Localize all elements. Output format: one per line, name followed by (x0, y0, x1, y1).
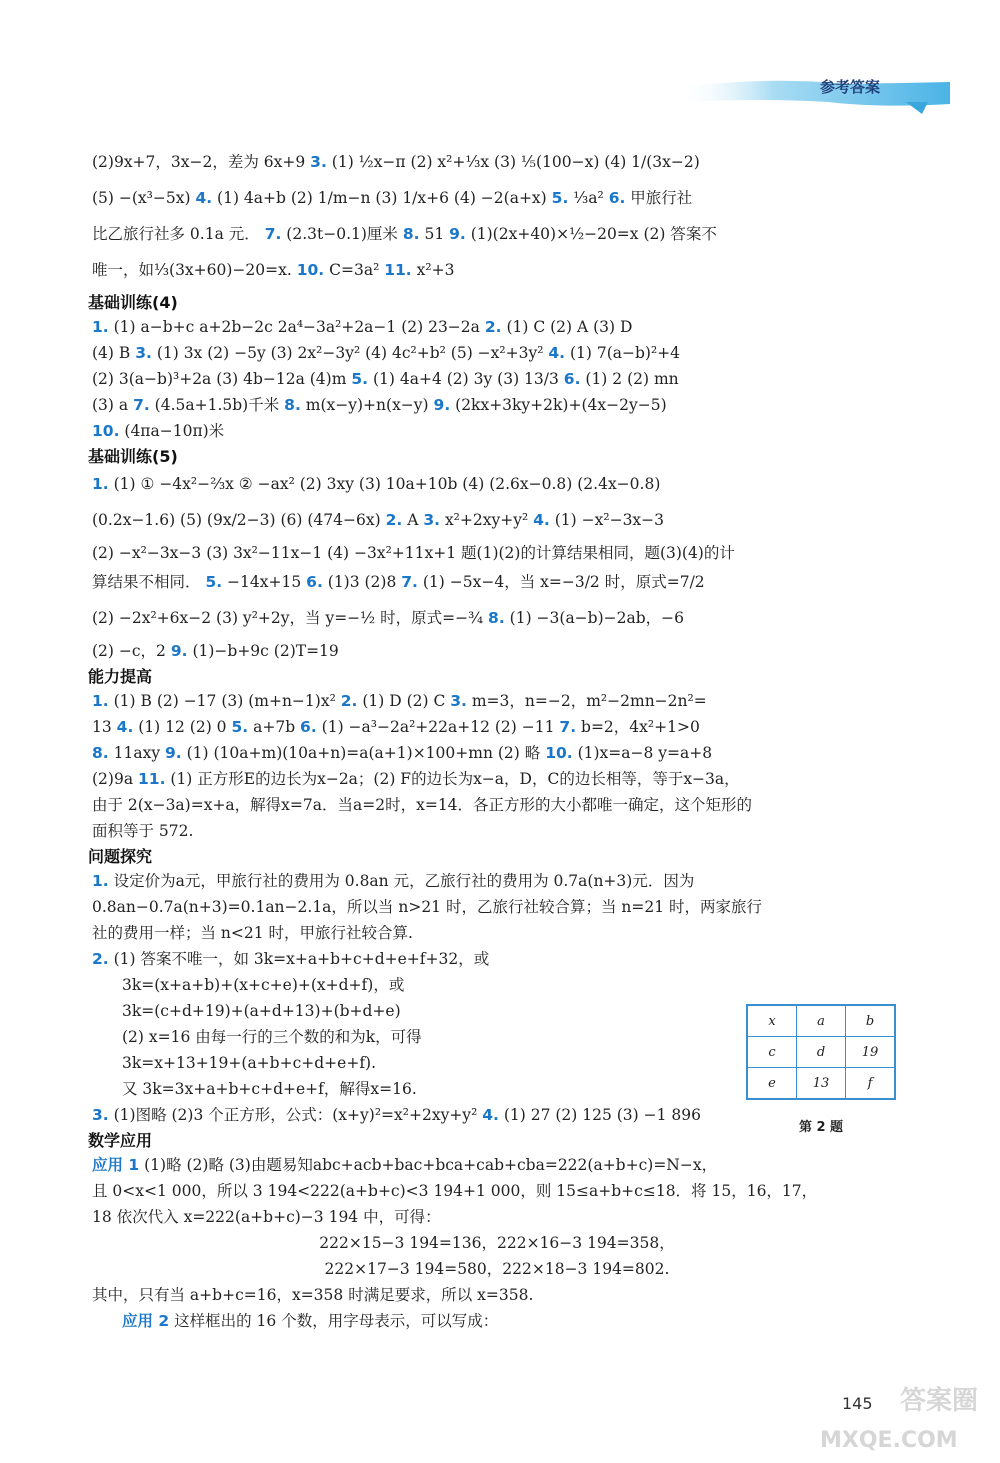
section-heading: 能力提高 (88, 667, 153, 686)
question-number: 6. (306, 573, 323, 591)
header-title: 参考答案 (820, 78, 881, 96)
question-number: 5. (551, 189, 569, 207)
question-number: 10. (545, 744, 573, 762)
question-number: 7. (133, 396, 150, 414)
question-number: 9. (433, 396, 451, 414)
answer-line: (2) −c，2 9. (1)−b+9c (2)T=19 (92, 642, 339, 660)
answer-line: (2) x=16 由每一行的三个数的和为k，可得 (122, 1028, 422, 1046)
question-number: 2. (385, 511, 403, 529)
question-number: 4. (482, 1106, 499, 1124)
answer-line: 面积等于 572. (92, 822, 194, 840)
answer-line: (2)9x+7，3x−2，差为 6x+9 3. (1) ½x−π (2) x²+⅓x (3) ⅕(100−x) (4) 1/(3x−2) (92, 153, 700, 171)
question-number: 4. (195, 189, 213, 207)
question-number: 8. (402, 225, 420, 243)
answer-line: 1. (1) a−b+c a+2b−2c 2a⁴−3a²+2a−1 (2) 23−2a 2. (1) C (2) A (3) D (92, 318, 633, 336)
header-banner (678, 72, 950, 116)
question-number: 9. (170, 642, 188, 660)
grid-cell: x (747, 1005, 797, 1037)
question-number: 3. (450, 692, 467, 710)
answer-line: 10. (4πa−10π)米 (92, 422, 225, 440)
answer-line: 3. (1)图略 (2)3 个正方形，公式：(x+y)²=x²+2xy+y² 4. (1) 27 (2) 125 (3) −1 896 (92, 1106, 702, 1124)
question-number: 10. (296, 261, 325, 279)
watermark-url: MXQE.COM (820, 1428, 958, 1453)
question-number: 5. (231, 718, 249, 736)
watermark-logo: 答案圈 (900, 1386, 979, 1416)
answer-line: 3k=(c+d+19)+(a+d+13)+(b+d+e) (122, 1002, 401, 1020)
section-heading: 数学应用 (88, 1131, 153, 1150)
answer-line: 且 0<x<1 000，所以 3 194<222(a+b+c)<3 194+1 000，则 15≤a+b+c≤18．将 15，16，17， (92, 1182, 818, 1200)
answer-line: (2) −2x²+6x−2 (3) y²+2y，当 y=−½ 时，原式=−¾ 8. (1) −3(a−b)−2ab，−6 (92, 609, 684, 627)
question-number: 1. (92, 872, 109, 890)
grid-cell: b (846, 1005, 896, 1037)
grid-cell: 13 (797, 1068, 846, 1100)
answer-line: 2. (1) 答案不唯一，如 3k=x+a+b+c+d+e+f+32，或 (92, 950, 490, 968)
question-number: 11. (384, 261, 412, 279)
question-number: 3. (92, 1106, 109, 1124)
number-grid (746, 1004, 896, 1100)
question-number: 7. (559, 718, 577, 736)
answer-line: 算结果不相同． 5. −14x+15 6. (1)3 (2)8 7. (1) −5x−4，当 x=−3/2 时，原式=7/2 (92, 573, 705, 591)
question-number: 4. (116, 718, 134, 736)
question-number: 1. (92, 318, 109, 336)
answer-line: (2) −x²−3x−3 (3) 3x²−11x−1 (4) −3x²+11x+1 题(1)(2)的计算结果相同，题(3)(4)的计 (92, 544, 735, 562)
grid-cell: e (747, 1068, 797, 1100)
answer-line: 3k=x+13+19+(a+b+c+d+e+f). (122, 1054, 377, 1072)
page-number: 145 (842, 1394, 873, 1413)
answer-line: 8. 11axy 9. (1) (10a+m)(10a+n)=a(a+1)×100+mn (2) 略 10. (1)x=a−8 y=a+8 (92, 744, 713, 762)
question-number: 3. (423, 511, 441, 529)
grid-cell: f (846, 1068, 896, 1100)
answer-line: 1. (1) ① −4x²−⅔x ② −ax² (2) 3xy (3) 10a+10b (4) (2.6x−0.8) (2.4x−0.8) (92, 475, 661, 493)
answer-line: 比乙旅行社多 0.1a 元． 7. (2.3t−0.1)厘米 8. 51 9. (1)(2x+40)×½−20=x (2) 答案不 (92, 225, 717, 243)
question-number: 8. (92, 744, 109, 762)
figure-2 (746, 1004, 896, 1135)
answer-line: 又 3k=3x+a+b+c+d+e+f，解得x=16. (122, 1080, 417, 1098)
question-number: 11. (138, 770, 166, 788)
answer-content (88, 148, 902, 1336)
question-number: 6. (300, 718, 317, 736)
question-number: 2. (340, 692, 358, 710)
answer-line: 由于 2(x−3a)=x+a，解得x=7a．当a=2时，x=14．各正方形的大小都唯一确定，这个矩形的 (92, 796, 753, 814)
question-number: 1. (92, 475, 109, 493)
answer-line: (0.2x−1.6) (5) (9x/2−3) (6) (474−6x) 2. A 3. x²+2xy+y² 4. (1) −x²−3x−3 (92, 511, 665, 529)
question-number: 3. (135, 344, 152, 362)
grid-row (747, 1068, 895, 1100)
question-number: 9. (449, 225, 466, 243)
figure-caption: 第 2 题 (798, 1120, 844, 1135)
answer-line: 1. (1) B (2) −17 (3) (m+n−1)x² 2. (1) D (2) C 3. m=3，n=−2，m²−2mn−2n²= (92, 692, 707, 710)
answer-line: 18 依次代入 x=222(a+b+c)−3 194 中，可得： (92, 1208, 441, 1226)
grid-cell: 19 (846, 1037, 896, 1068)
grid-cell: d (797, 1037, 846, 1068)
answer-line: 0.8an−0.7a(n+3)=0.1an−2.1a，所以当 n>21 时，乙旅行社较合算；当 n=21 时，两家旅行 (92, 898, 763, 916)
grid-cell: c (747, 1037, 797, 1068)
answer-line: 13 4. (1) 12 (2) 0 5. a+7b 6. (1) −a³−2a²+22a+12 (2) −11 7. b=2，4x²+1>0 (92, 718, 700, 736)
grid-cell: a (797, 1005, 846, 1037)
answer-line: 222×17−3 194=580，222×18−3 194=802. (324, 1260, 670, 1278)
answer-line: 应用 2 这样框出的 16 个数，用字母表示，可以写成： (122, 1312, 499, 1330)
question-number: 4. (548, 344, 566, 362)
question-number: 7. (401, 573, 418, 591)
application-label: 应用 1 (92, 1156, 140, 1174)
application-label: 应用 2 (122, 1312, 170, 1330)
answer-line: 社的费用一样；当 n<21 时，甲旅行社较合算. (92, 924, 413, 942)
answer-line: 1. 设定价为a元，甲旅行社的费用为 0.8an 元，乙旅行社的费用为 0.7a(n+3)元．因为 (92, 872, 695, 890)
question-number: 4. (533, 511, 550, 529)
answer-line: (5) −(x³−5x) 4. (1) 4a+b (2) 1/m−n (3) 1/x+6 (4) −2(a+x) 5. ⅓a² 6. 甲旅行社 (92, 189, 693, 207)
question-number: 6. (563, 370, 581, 388)
answer-line: 222×15−3 194=136，222×16−3 194=358， (319, 1234, 675, 1252)
section-heading: 基础训练(4) (88, 293, 178, 312)
question-number: 10. (92, 422, 120, 440)
answer-line: (3) a 7. (4.5a+1.5b)千米 8. m(x−y)+n(x−y) 9. (2kx+3ky+2k)+(4x−2y−5) (92, 396, 667, 414)
question-number: 5. (205, 573, 223, 591)
answer-line: 唯一，如⅓(3x+60)−20=x. 10. C=3a² 11. x²+3 (92, 261, 455, 279)
question-number: 7. (264, 225, 282, 243)
answer-line: (2) 3(a−b)³+2a (3) 4b−12a (4)m 5. (1) 4a+4 (2) 3y (3) 13/3 6. (1) 2 (2) mn (92, 370, 679, 388)
question-number: 1. (92, 692, 109, 710)
question-number: 8. (284, 396, 301, 414)
answer-line: (2)9a 11. (1) 正方形E的边长为x−2a；(2) F的边长为x−a，D，C的边长相等，等于x−3a， (92, 770, 740, 788)
question-number: 5. (351, 370, 369, 388)
question-number: 6. (608, 189, 626, 207)
grid-row (747, 1037, 895, 1068)
answer-line: (4) B 3. (1) 3x (2) −5y (3) 2x²−3y² (4) 4c²+b² (5) −x²+3y² 4. (1) 7(a−b)²+4 (92, 344, 681, 362)
answer-line: 其中，只有当 a+b+c=16，x=358 时满足要求，所以 x=358. (92, 1286, 534, 1304)
question-number: 9. (165, 744, 182, 762)
question-number: 2. (92, 950, 109, 968)
section-heading: 问题探究 (88, 847, 153, 866)
grid-row (747, 1005, 895, 1037)
question-number: 3. (310, 153, 327, 171)
answer-line: 应用 1 (1)略 (2)略 (3)由题易知abc+acb+bac+bca+cab+cba=222(a+b+c)=N−x， (92, 1156, 718, 1174)
question-number: 8. (488, 609, 505, 627)
answer-line: 3k=(x+a+b)+(x+c+e)+(x+d+f)，或 (122, 976, 405, 994)
question-number: 2. (484, 318, 502, 336)
section-heading: 基础训练(5) (88, 447, 178, 466)
